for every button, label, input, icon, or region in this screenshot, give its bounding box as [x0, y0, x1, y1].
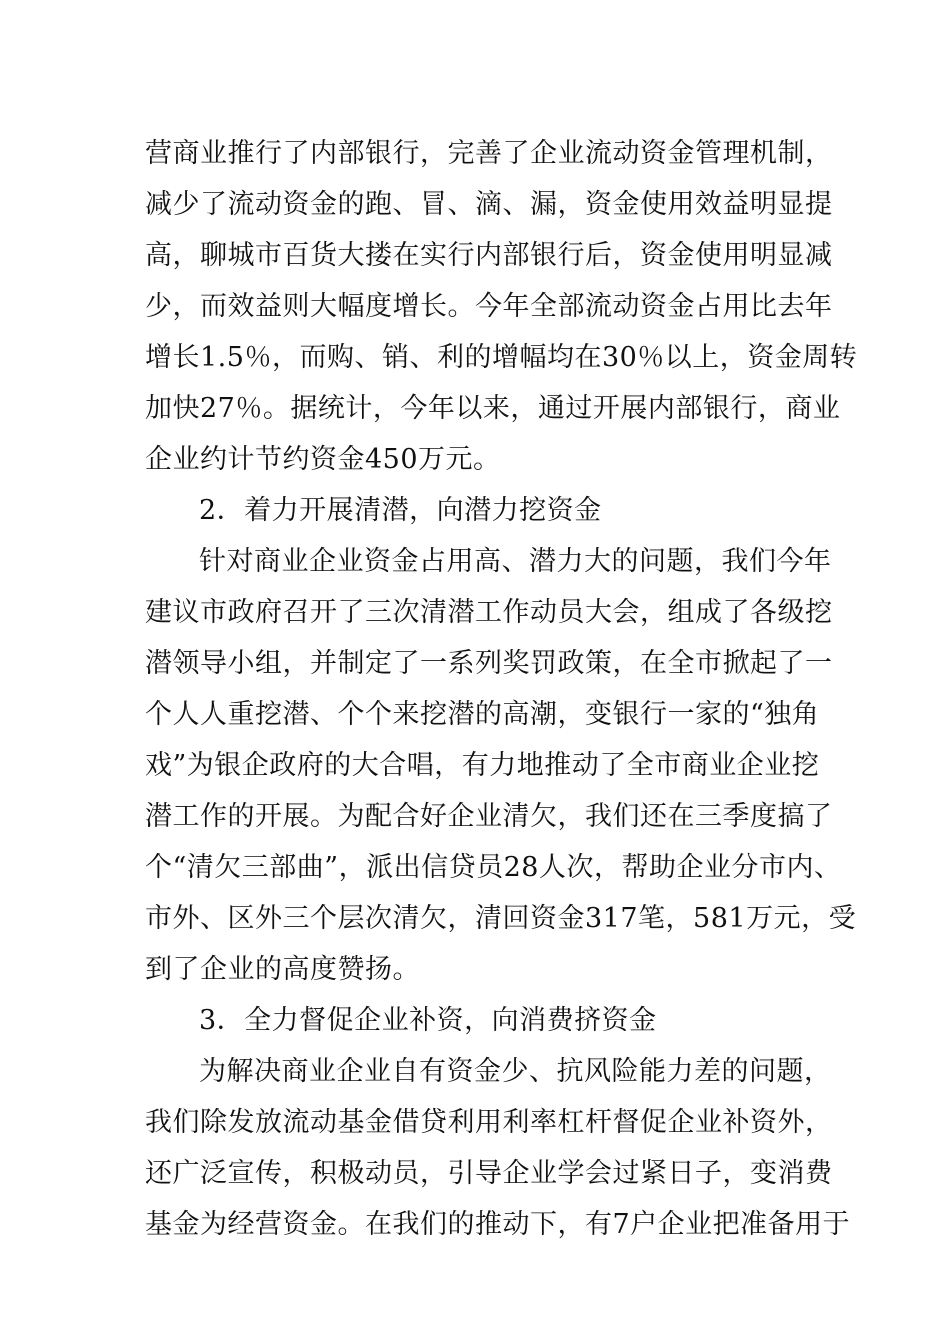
- paragraph-first-line: 为解决商业企业自有资金少、抗风险能力差的问题，: [199, 1056, 832, 1087]
- paragraph-first-line: 针对商业企业资金占用高、潜力大的问题，我们今年: [199, 546, 832, 577]
- text-line: 企业约计节约资金450万元。: [145, 444, 501, 475]
- text-line: 戏”为银企政府的大合唱，有力地推动了全市商业企业挖: [145, 750, 820, 781]
- text-line: 潜工作的开展。为配合好企业清欠，我们还在三季度搞了: [145, 801, 833, 832]
- text-line: 加快27％。据统计，今年以来，通过开展内部银行，商业: [145, 393, 841, 424]
- text-line: 建议市政府召开了三次清潜工作动员大会，组成了各级挖: [145, 597, 833, 628]
- text-line: 高，聊城市百货大搂在实行内部银行后，资金使用明显减: [145, 240, 833, 271]
- text-line: 减少了流动资金的跑、冒、滴、漏，资金使用效益明显提: [145, 189, 833, 220]
- text-line: 增长1.5％，而购、销、利的增幅均在30％以上，资金周转: [145, 342, 858, 373]
- text-line: 少，而效益则大幅度增长。今年全部流动资金占用比去年: [145, 291, 833, 322]
- section-heading: 3．全力督促企业补资，向消费挤资金: [199, 1005, 657, 1036]
- body-text: [145, 128, 858, 1250]
- text-line: 营商业推行了内部银行，完善了企业流动资金管理机制，: [145, 138, 833, 169]
- text-line: 个人人重挖潜、个个来挖潜的高潮，变银行一家的“独角: [145, 699, 820, 730]
- text-line: 到了企业的高度赞扬。: [145, 954, 420, 985]
- text-line: 市外、区外三个层次清欠，清回资金317笔，581万元，受: [145, 903, 857, 934]
- text-line: 潜领导小组，并制定了一系列奖罚政策，在全市掀起了一: [145, 648, 833, 679]
- text-line: 基金为经营资金。在我们的推动下，有7户企业把准备用于: [145, 1209, 851, 1240]
- text-line: 我们除发放流动基金借贷利用利率杠杆督促企业补资外，: [145, 1107, 833, 1138]
- text-line: 个“清欠三部曲”，派出信贷员28人次，帮助企业分市内、: [145, 852, 842, 883]
- text-line: 还广泛宣传，积极动员，引导企业学会过紧日子，变消费: [145, 1158, 833, 1189]
- section-heading: 2．着力开展清潜，向潜力挖资金: [199, 495, 602, 526]
